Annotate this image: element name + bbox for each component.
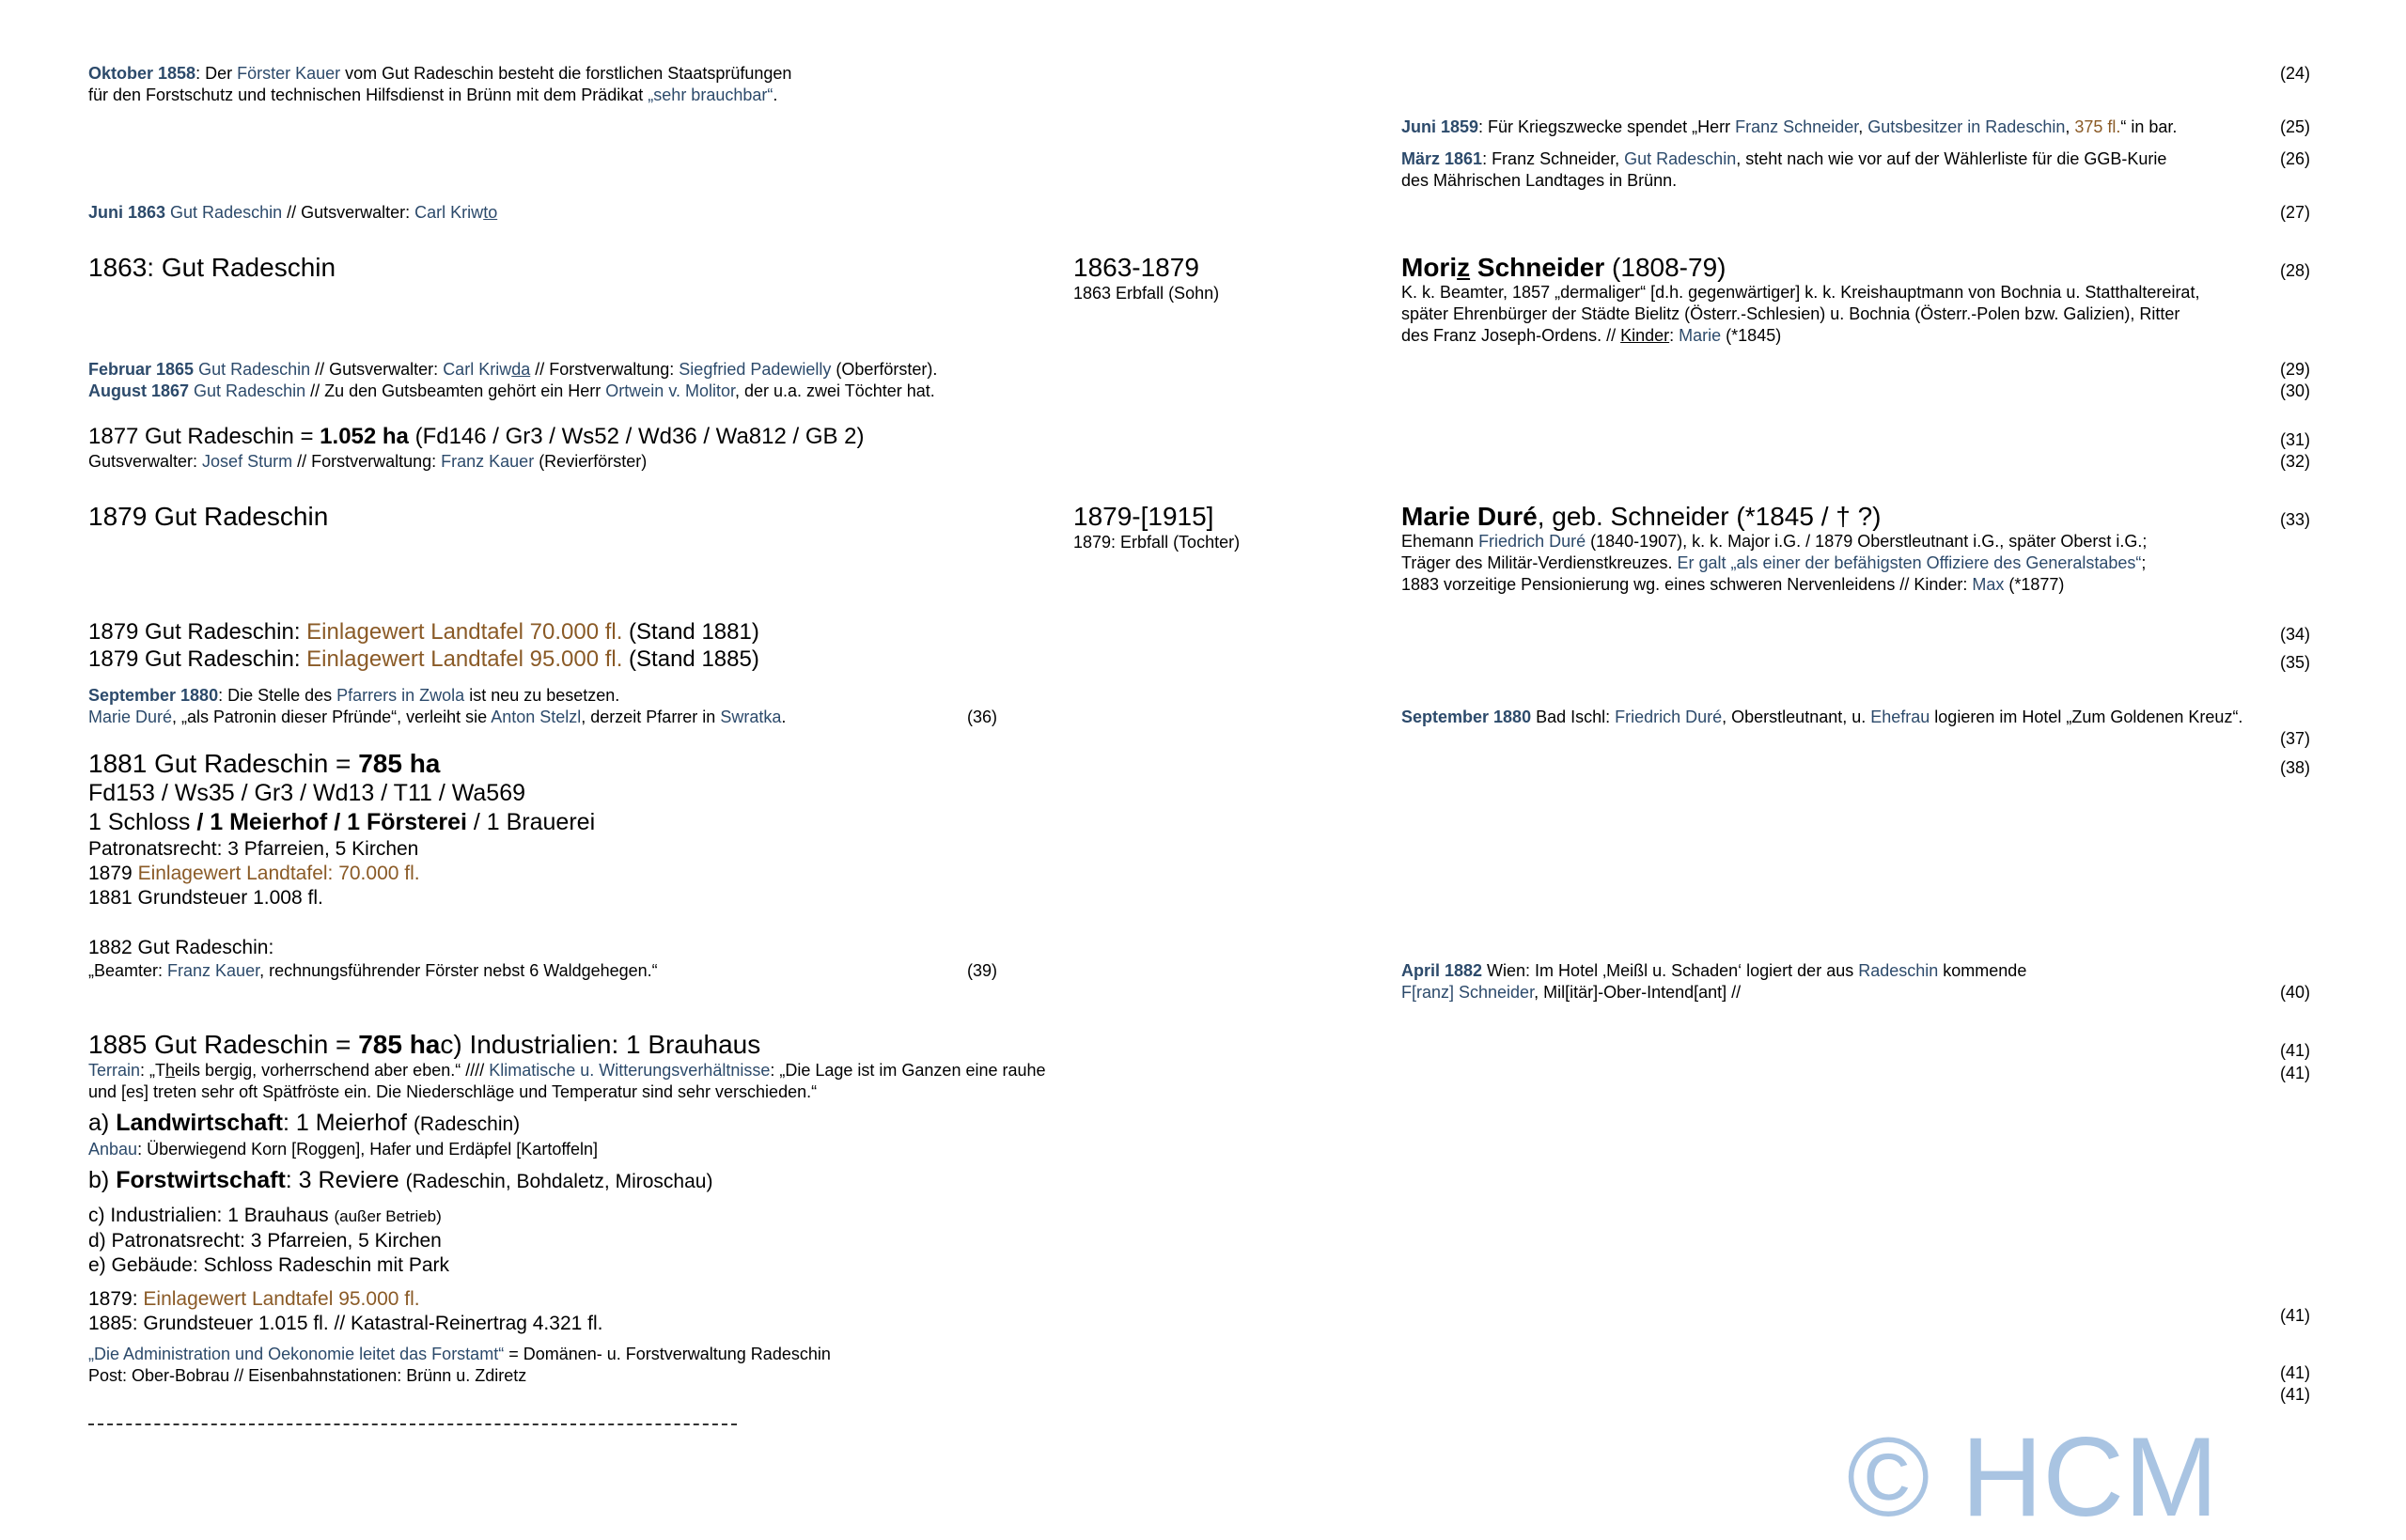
entry-32: Gutsverwalter: Josef Sturm // Forstverwaltung: Franz Kauer (Revierförster) xyxy=(88,452,648,471)
dashed-separator xyxy=(88,1423,737,1425)
entry-27: Juni 1863 Gut Radeschin // Gutsverwalter: Carl Kriwto xyxy=(88,203,498,222)
entry-40: April 1882 Wien: Im Hotel ‚Meißl u. Schaden‘ logiert der aus Radeschin kommende F[ranz] Schneider, Mil[itär]-Ober-Intend[ant] // xyxy=(1401,961,2027,1002)
copyright-watermark: © HCM xyxy=(1847,1414,2219,1540)
entry-30: August 1867 Gut Radeschin // Zu den Gutsbeamten gehört ein Herr Ortwein v. Molitor, der u.a. zwei Töchter hat. xyxy=(88,381,935,400)
ref-41e: (41) xyxy=(2279,1385,2310,1404)
ref-24: (24) xyxy=(2279,64,2310,83)
entry-29: Februar 1865 Gut Radeschin // Gutsverwalter: Carl Kriwda // Forstverwaltung: Siegfried Padewielly (Oberförster). xyxy=(88,360,938,379)
ref-39: (39) xyxy=(966,961,997,980)
estate-heading-1879: 1879 Gut Radeschin xyxy=(88,502,329,531)
ref-38: (38) xyxy=(2279,758,2310,777)
ref-29: (29) xyxy=(2279,360,2310,379)
entry-38: 1881 Gut Radeschin = 785 ha Fd153 / Ws35 / Gr3 / Wd13 / T11 / Wa569 1 Schloss / 1 Meierhof / 1 Försterei / 1 Brauerei Patronatsrecht: 3 Pfarreien, 5 Kirchen 1879 Einlagewert Landtafel: 70.000 fl. 1881 Grundsteuer 1.008 fl. xyxy=(88,749,596,909)
ref-40: (40) xyxy=(2279,983,2310,1002)
date: Oktober 1858 xyxy=(88,64,196,83)
ref-31: (31) xyxy=(2279,430,2310,449)
entry-41: 1885 Gut Radeschin = 785 hac) Industrialien: 1 Brauhaus Terrain: „Theils bergig, vorherrschend aber eben.“ //// Klimatische u. Witterungsverhältnisse: „Die Lage ist im Ganzen eine rauhe und [es] treten sehr oft Spätfröste ein. Die Niederschläge und Temperatur sind sehr verschieden.“ a) Landwirtschaft: 1 Meierhof (Radeschin) Anbau: Überwiegend Korn [Roggen], Hafer und Erdäpfel [Kartoffeln] b) Forstwirtschaft: 3 Reviere (Radeschin, Bohdaletz, Miroschau) c) Industrialien: 1 Brauhaus (außer Betrieb) d) Patronatsrecht: 3 Pfarreien, 5 Kirchen e) Gebäude: Schloss Radeschin mit Park 1879: Einlagewert Landtafel 95.000 fl. 1885: Grundsteuer 1.015 fl. // Katastral-Reinertrag 4.321 fl. „Die Administration und Oekonomie leitet das Forstamt“ = Domänen- u. Forstverwaltung Radeschin Post: Ober-Bobrau // Eisenbahnstationen: Brünn u. Zdiretz xyxy=(88,1030,1046,1385)
ref-32: (32) xyxy=(2279,452,2310,471)
owner-marie-dure: Marie Duré, geb. Schneider (*1845 / † ?) Ehemann Friedrich Duré (1840-1907), k. k. Major i.G. / 1879 Oberstleutnant i.G., später Oberst i.G.; Träger des Militär-Verdienstkreuzes. Er galt „als einer der befähigsten Offiziere des Generalstabes“; 1883 vorzeitige Pensionierung wg. eines schweren Nervenleidens // Kinder: Max (*1877) xyxy=(1401,502,2148,594)
estate-heading-1863: 1863: Gut Radeschin xyxy=(88,253,336,282)
entry-25: Juni 1859: Für Kriegszwecke spendet „Herr Franz Schneider, Gutsbesitzer in Radeschin, 375 fl.“ in bar. xyxy=(1401,117,2178,136)
ref-41d: (41) xyxy=(2279,1363,2310,1382)
ref-41b: (41) xyxy=(2279,1064,2310,1082)
entry-35: 1879 Gut Radeschin: Einlagewert Landtafel 95.000 fl. (Stand 1885) xyxy=(88,646,759,672)
entry-37: September 1880 Bad Ischl: Friedrich Duré, Oberstleutnant, u. Ehefrau logieren im Hotel „Zum Goldenen Kreuz“. xyxy=(1401,708,2243,726)
entry-39: 1882 Gut Radeschin: „Beamter: Franz Kauer, rechnungsführender Förster nebst 6 Waldgehegen.“ xyxy=(88,937,658,980)
ref-28: (28) xyxy=(2279,261,2310,280)
period-1879: 1879-[1915] 1879: Erbfall (Tochter) xyxy=(1073,502,1241,552)
entry-34: 1879 Gut Radeschin: Einlagewert Landtafel 70.000 fl. (Stand 1881) xyxy=(88,619,759,645)
ref-30: (30) xyxy=(2279,381,2310,400)
entry-36: September 1880: Die Stelle des Pfarrers in Zwola ist neu zu besetzen. Marie Duré, „als Patronin dieser Pfründe“, verleiht sie Anton Stelzl, derzeit Pfarrer in Swratka. xyxy=(88,686,787,726)
ref-26: (26) xyxy=(2279,149,2310,168)
ref-35: (35) xyxy=(2279,653,2310,672)
ref-36: (36) xyxy=(966,708,997,726)
ref-41a: (41) xyxy=(2279,1041,2310,1060)
period-1863: 1863-1879 1863 Erbfall (Sohn) xyxy=(1073,253,1220,303)
ref-37: (37) xyxy=(2279,729,2310,748)
owner-moriz-schneider: Moriz Schneider (1808-79) K. k. Beamter, 1857 „dermaliger“ [d.h. gegenwärtiger] k. k. Kreishauptmann von Bochnia u. Statthaltereirat, später Ehrenbürger der Städte Bielitz (Österr.-Schlesien) u. Bochnia (Österr.-Polen bzw. Galizien), Ritter des Franz Joseph-Ordens. // Kinder: Marie (*1845) xyxy=(1401,253,2200,345)
ref-25: (25) xyxy=(2279,117,2310,136)
ref-34: (34) xyxy=(2279,625,2310,644)
ref-41c: (41) xyxy=(2279,1306,2310,1325)
entry-24: Oktober 1858: Der Förster Kauer vom Gut Radeschin besteht die forstlichen Staatsprüfungen für den Forstschutz und technischen Hilfsdienst in Brünn mit dem Prädikat „sehr brauchbar“. xyxy=(88,64,792,104)
ref-27: (27) xyxy=(2279,203,2310,222)
entry-26: März 1861: Franz Schneider, Gut Radeschin, steht nach wie vor auf der Wählerliste für die GGB-Kurie des Mährischen Landtages in Brünn. xyxy=(1401,149,2167,190)
entry-31: 1877 Gut Radeschin = 1.052 ha (Fd146 / Gr3 / Ws52 / Wd36 / Wa812 / GB 2) xyxy=(88,424,865,449)
ref-33: (33) xyxy=(2279,510,2310,529)
